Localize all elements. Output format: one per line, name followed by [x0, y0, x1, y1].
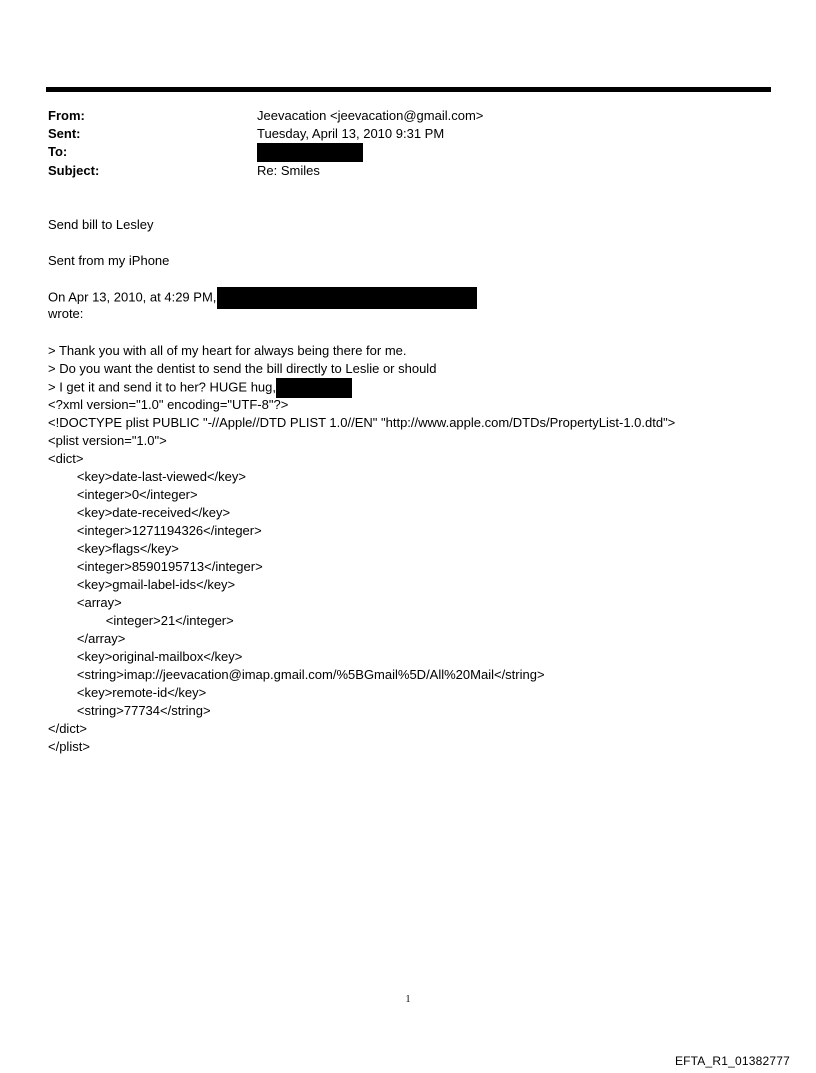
redaction-block: [217, 287, 477, 309]
xml-line: <integer>8590195713</integer>: [48, 559, 263, 574]
xml-line: </array>: [48, 631, 126, 646]
redaction-block: [276, 378, 352, 398]
xml-line: <key>date-received</key>: [48, 505, 231, 520]
xml-line: <?xml version="1.0" encoding="UTF-8"?>: [48, 397, 289, 412]
subject-value: Re: Smiles: [257, 163, 320, 178]
xml-line: <integer>21</integer>: [48, 613, 234, 628]
xml-line: </plist>: [48, 739, 90, 754]
redaction-block: [257, 143, 363, 162]
quote-line: [48, 378, 352, 398]
reply-header-line: [48, 287, 477, 309]
xml-line: <string>77734</string>: [48, 703, 211, 718]
to-label: To:: [48, 144, 68, 159]
header-rule: [46, 87, 771, 92]
sent-label: Sent:: [48, 126, 81, 141]
reply-header-wrote: wrote:: [48, 306, 84, 321]
to-value: [257, 143, 363, 162]
xml-line: <string>imap://jeevacation@imap.gmail.com/%5BGmail%5D/All%20Mail</string>: [48, 667, 545, 682]
xml-line: <key>date-last-viewed</key>: [48, 469, 246, 484]
xml-line: <integer>1271194326</integer>: [48, 523, 262, 538]
xml-line: <plist version="1.0">: [48, 433, 167, 448]
xml-line: <array>: [48, 595, 122, 610]
quote-line: > Thank you with all of my heart for always being there for me.: [48, 343, 407, 358]
sent-value: Tuesday, April 13, 2010 9:31 PM: [257, 126, 445, 141]
xml-line: <integer>0</integer>: [48, 487, 198, 502]
quote-line: > Do you want the dentist to send the bill directly to Leslie or should: [48, 361, 437, 376]
xml-line: <key>remote-id</key>: [48, 685, 207, 700]
xml-line: </dict>: [48, 721, 88, 736]
subject-label: Subject:: [48, 163, 100, 178]
xml-line: <key>flags</key>: [48, 541, 179, 556]
from-label: From:: [48, 108, 85, 123]
reply-header-text: On Apr 13, 2010, at 4:29 PM,: [48, 289, 217, 305]
quote-text: > I get it and send it to her? HUGE hug,: [48, 379, 276, 395]
xml-line: <key>original-mailbox</key>: [48, 649, 243, 664]
xml-line: <!DOCTYPE plist PUBLIC "-//Apple//DTD PLIST 1.0//EN" "http://www.apple.com/DTDs/PropertyList-1.0.dtd">: [48, 415, 676, 430]
from-value: Jeevacation <jeevacation@gmail.com>: [257, 108, 484, 123]
page-number: 1: [405, 994, 411, 1005]
signature-line: Sent from my iPhone: [48, 253, 170, 268]
body-line: Send bill to Lesley: [48, 217, 154, 232]
xml-line: <dict>: [48, 451, 84, 466]
xml-line: <key>gmail-label-ids</key>: [48, 577, 236, 592]
document-id: EFTA_R1_01382777: [674, 1054, 790, 1068]
